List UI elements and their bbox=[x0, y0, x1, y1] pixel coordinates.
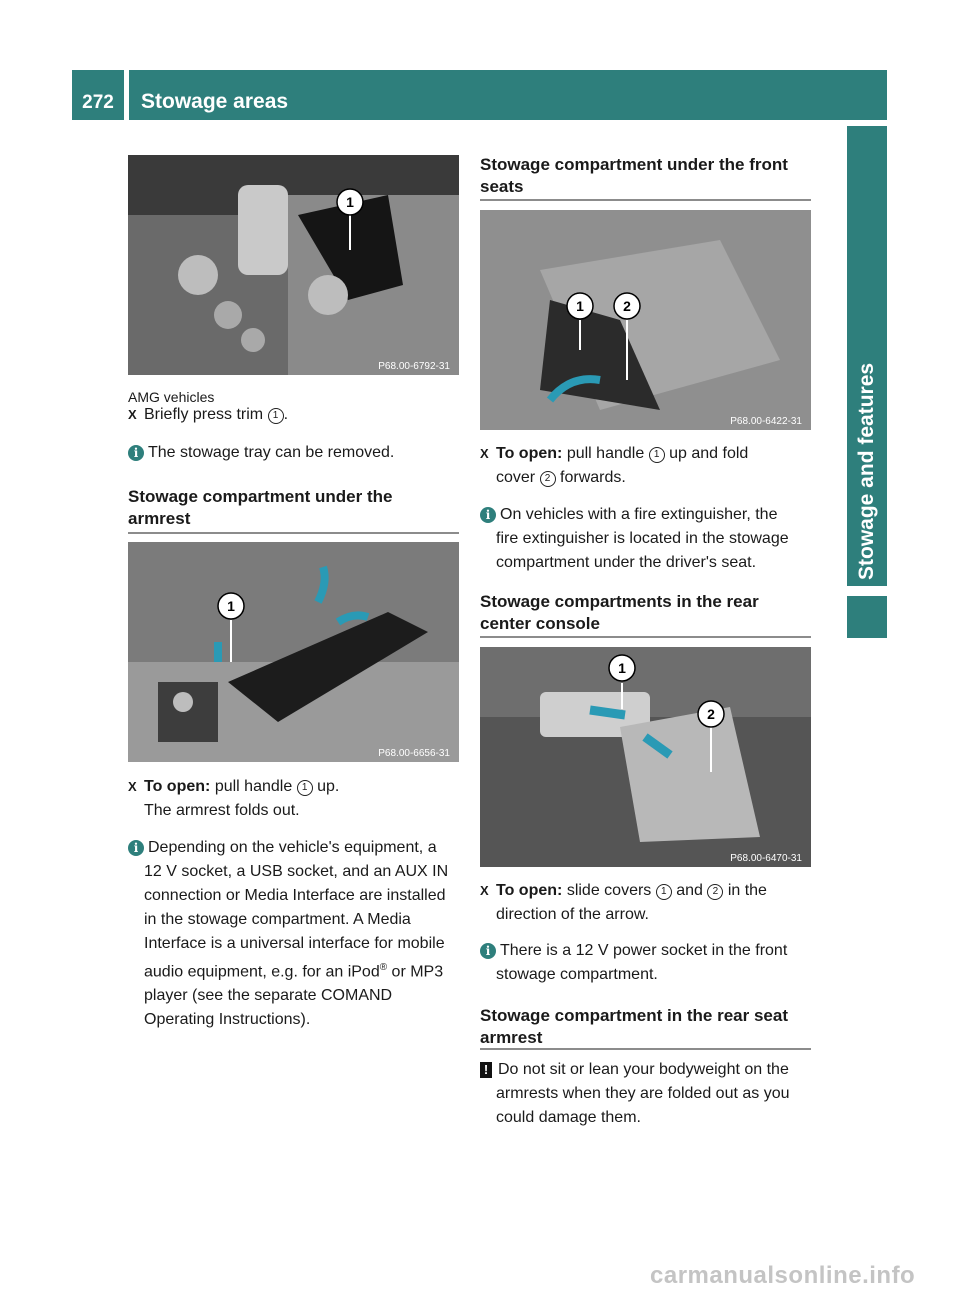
warning-armrest: ! Do not sit or lean your bodyweight on the armrests when they are folded out as you could damage them. bbox=[480, 1058, 820, 1130]
callout-1-label: 1 bbox=[576, 298, 584, 314]
step-open-armrest: X To open: pull handle 1 up. The armrest folds out. bbox=[128, 775, 468, 823]
callout-2-badge: 2 bbox=[540, 471, 556, 487]
callout-2-badge: 2 bbox=[707, 884, 723, 900]
divider bbox=[128, 532, 459, 534]
page-title: Stowage areas bbox=[129, 70, 887, 120]
photo-code: P68.00-6470-31 bbox=[730, 853, 802, 864]
heading-rear-console: Stowage compartments in the rear center console bbox=[480, 592, 759, 633]
step-open-front-seat: X To open: pull handle 1 up and fold cover 2 forwards. bbox=[480, 442, 820, 490]
heading-front-seats: Stowage compartment under the front seats bbox=[480, 155, 788, 196]
arrow-icon: X bbox=[480, 446, 489, 461]
photo-code: P68.00-6656-31 bbox=[378, 748, 450, 759]
divider bbox=[480, 199, 811, 201]
arrow-icon: X bbox=[480, 883, 489, 898]
photo-front-seat bbox=[480, 210, 811, 430]
watermark: carmanualsonline.info bbox=[650, 1262, 916, 1289]
photo-rear-console bbox=[480, 647, 811, 867]
page-number: 272 bbox=[72, 70, 124, 120]
info-tray: i The stowage tray can be removed. bbox=[128, 441, 394, 465]
callout-1-badge: 1 bbox=[649, 447, 665, 463]
section-marker bbox=[847, 596, 887, 638]
callout-1-badge: 1 bbox=[268, 408, 284, 424]
photo-amg-console bbox=[128, 155, 459, 375]
info-icon: i bbox=[480, 943, 496, 959]
section-tab-label: Stowage and features bbox=[855, 362, 878, 580]
heading-rear-armrest: Stowage compartment in the rear seat armrest bbox=[480, 1006, 788, 1047]
callout-1-label: 1 bbox=[227, 598, 235, 614]
warning-icon: ! bbox=[480, 1062, 492, 1078]
divider bbox=[480, 636, 811, 638]
callout-1-label: 1 bbox=[618, 660, 626, 676]
info-icon: i bbox=[128, 840, 144, 856]
info-icon: i bbox=[128, 445, 144, 461]
callout-2-label: 2 bbox=[623, 298, 631, 314]
step-slide-covers: X To open: slide covers 1 and 2 in the direction of the arrow. bbox=[480, 879, 820, 927]
caption: AMG vehicles bbox=[128, 389, 215, 405]
info-fire-extinguisher: i On vehicles with a fire extinguisher, the fire extinguisher is located in the stowage compartment under the driver's seat. bbox=[480, 503, 820, 575]
divider bbox=[480, 1048, 811, 1050]
photo-armrest bbox=[128, 542, 459, 762]
photo-code: P68.00-6792-31 bbox=[378, 361, 450, 372]
heading-armrest: Stowage compartment under the armrest bbox=[128, 487, 393, 528]
section-tab bbox=[847, 126, 887, 586]
callout-2-label: 2 bbox=[707, 706, 715, 722]
step-press-trim: X Briefly press trim 1 . bbox=[128, 403, 288, 427]
callout-1-badge: 1 bbox=[297, 780, 313, 796]
arrow-icon: X bbox=[128, 779, 137, 794]
callout-1-badge: 1 bbox=[656, 884, 672, 900]
info-equipment: i Depending on the vehicle's equipment, a 12 V socket, a USB socket, and an AUX IN connection or Media Interface are installed in the stowage compartment. A Media Interface is a universal interface for mobile audio equipment, e.g. for an iPod® or MP3 player (see the separate COMAND Operating Instructions). bbox=[128, 836, 468, 1032]
callout-1-label: 1 bbox=[346, 194, 354, 210]
arrow-icon: X bbox=[128, 407, 137, 422]
info-icon: i bbox=[480, 507, 496, 523]
photo-code: P68.00-6422-31 bbox=[730, 416, 802, 427]
info-power-socket: i There is a 12 V power socket in the front stowage compartment. bbox=[480, 939, 820, 987]
